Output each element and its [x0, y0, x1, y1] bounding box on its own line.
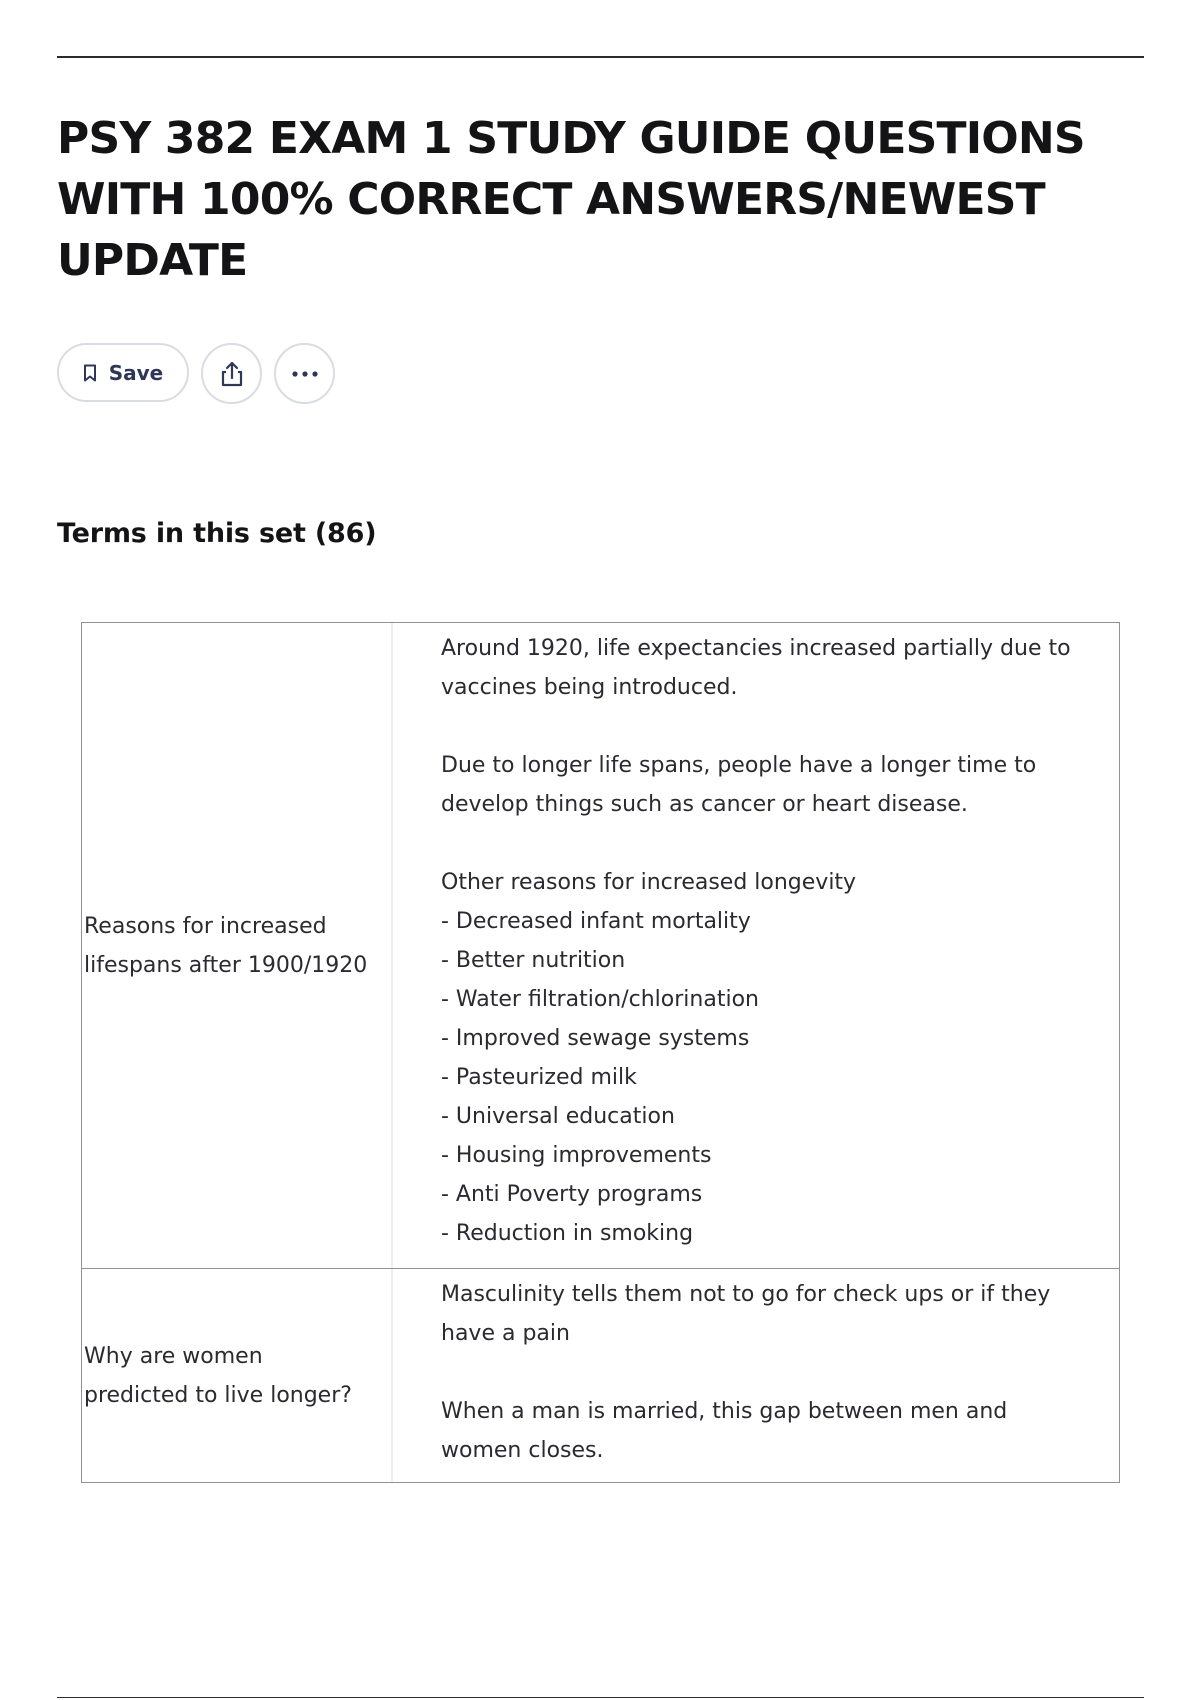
page-title: PSY 382 EXAM 1 STUDY GUIDE QUESTIONS WITH 100% CORRECT ANSWERS/NEWEST UPDATE [57, 113, 1085, 286]
definition-paragraph: When a man is married, this gap between men and women closes. [441, 1399, 1008, 1463]
more-icon [291, 370, 319, 378]
term-card [81, 622, 1120, 1269]
definition-list-item: - Improved sewage systems [441, 1026, 750, 1051]
definition-list-item: - Better nutrition [441, 948, 626, 973]
definition-list-item: - Housing improvements [441, 1143, 712, 1168]
definition-paragraph: Masculinity tells them not to go for check ups or if they have a pain [441, 1282, 1051, 1346]
definition-list-intro: Other reasons for increased longevity [441, 870, 857, 895]
definition-paragraph: Around 1920, life expectancies increased partially due to vaccines being introduced. [441, 636, 1071, 700]
definition-text [393, 623, 1119, 1268]
term-text: Reasons for increased lifespans after 1900/1920 [82, 623, 393, 1268]
more-options-button[interactable] [274, 343, 335, 404]
term-list [81, 622, 1120, 1483]
definition-list-item: - Pasteurized milk [441, 1065, 637, 1090]
action-bar [57, 343, 335, 404]
definition-list-item: - Universal education [441, 1104, 675, 1129]
bottom-divider [57, 1697, 1144, 1698]
term-text: Why are women predicted to live longer? [82, 1269, 393, 1482]
definition-list-item: - Anti Poverty programs [441, 1182, 703, 1207]
definition-paragraph: Due to longer life spans, people have a longer time to develop things such as cancer or heart disease. [441, 753, 1037, 817]
share-button[interactable] [201, 343, 262, 404]
top-divider [57, 56, 1144, 58]
definition-list-item: - Water filtration/chlorination [441, 987, 759, 1012]
save-button[interactable] [57, 343, 189, 402]
terms-heading: Terms in this set (86) [57, 518, 377, 549]
bookmark-icon [83, 364, 97, 382]
definition-list-item: - Decreased infant mortality [441, 909, 751, 934]
definition-text [393, 1269, 1119, 1482]
share-icon [219, 360, 245, 388]
definition-list-item: - Reduction in smoking [441, 1221, 694, 1246]
term-card [81, 1269, 1120, 1483]
save-label: Save [108, 360, 164, 385]
